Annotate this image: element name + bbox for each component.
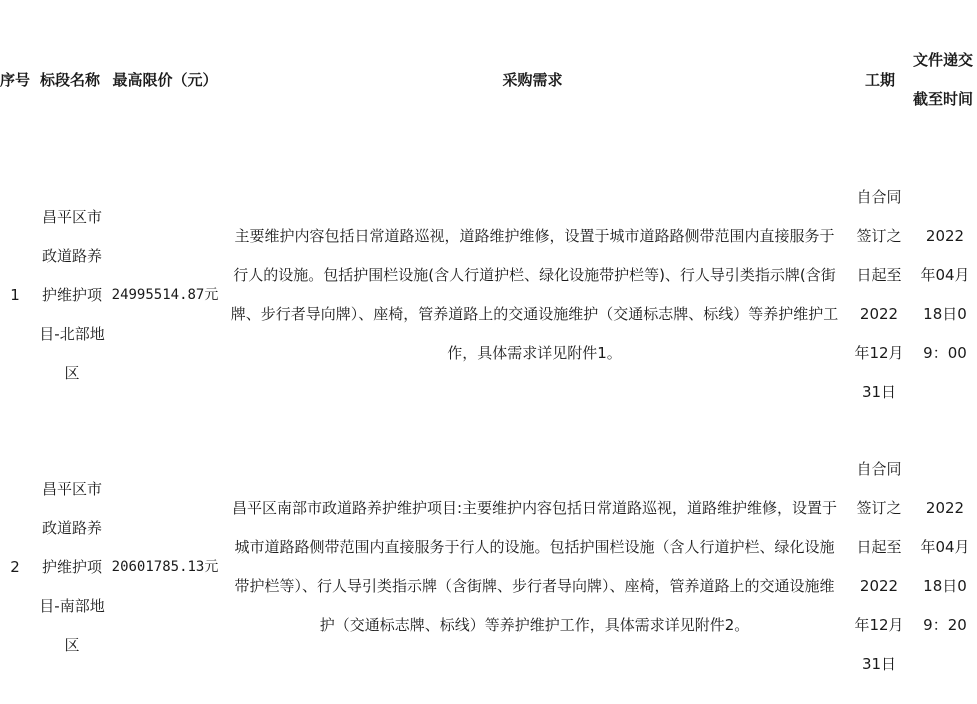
header-no: 序号 [0,70,30,89]
row-price: 24995514.87元 [111,286,219,303]
row-no: 1 [10,285,20,304]
row-name: 昌平区市政道路养护维护项目-北部地区 [39,207,105,382]
row-period: 自合同签订之日起至2022年12月31日 [854,460,904,673]
row-deadline: 2022年04月18日09：20 [920,499,970,634]
header-deadline: 文件递交截至时间 [912,51,973,108]
table-row [0,430,977,704]
header-requirement: 采购需求 [502,70,563,89]
row-no: 2 [10,557,20,576]
header-row [0,0,977,160]
row-period: 自合同签订之日起至2022年12月31日 [854,188,904,401]
row-requirement: 主要维护内容包括日常道路巡视，道路维护维修，设置于城市道路路侧带范围内直接服务于行人的设施。包括护围栏设施(含人行道护栏、绿化设施带护栏等)、行人导引类指示牌(含街牌、步行者导向牌）、座椅，管养道路上的交通设施维护（交通标志牌、标线）等养护维护工作，具体需求详见附件1。 [230,227,839,362]
row-name: 昌平区市政道路养护维护项目-南部地区 [39,479,105,654]
header-price: 最高限价（元） [112,70,218,89]
header-period: 工期 [864,70,895,89]
row-deadline: 2022年04月18日09：00 [920,227,970,362]
row-price: 20601785.13元 [111,558,219,575]
row-requirement: 昌平区南部市政道路养护维护项目:主要维护内容包括日常道路巡视，道路维护维修，设置于城市道路路侧带范围内直接服务于行人的设施。包括护围栏设施（含人行道护栏、绿化设施带护栏等）、行人导引类指示牌（含街牌、步行者导向牌）、座椅，管养道路上的交通设施维护（交通标志牌、标线）等养护维护工作，具体需求详见附件2。 [231,499,838,634]
header-name: 标段名称 [39,70,100,89]
table-row [0,160,977,430]
